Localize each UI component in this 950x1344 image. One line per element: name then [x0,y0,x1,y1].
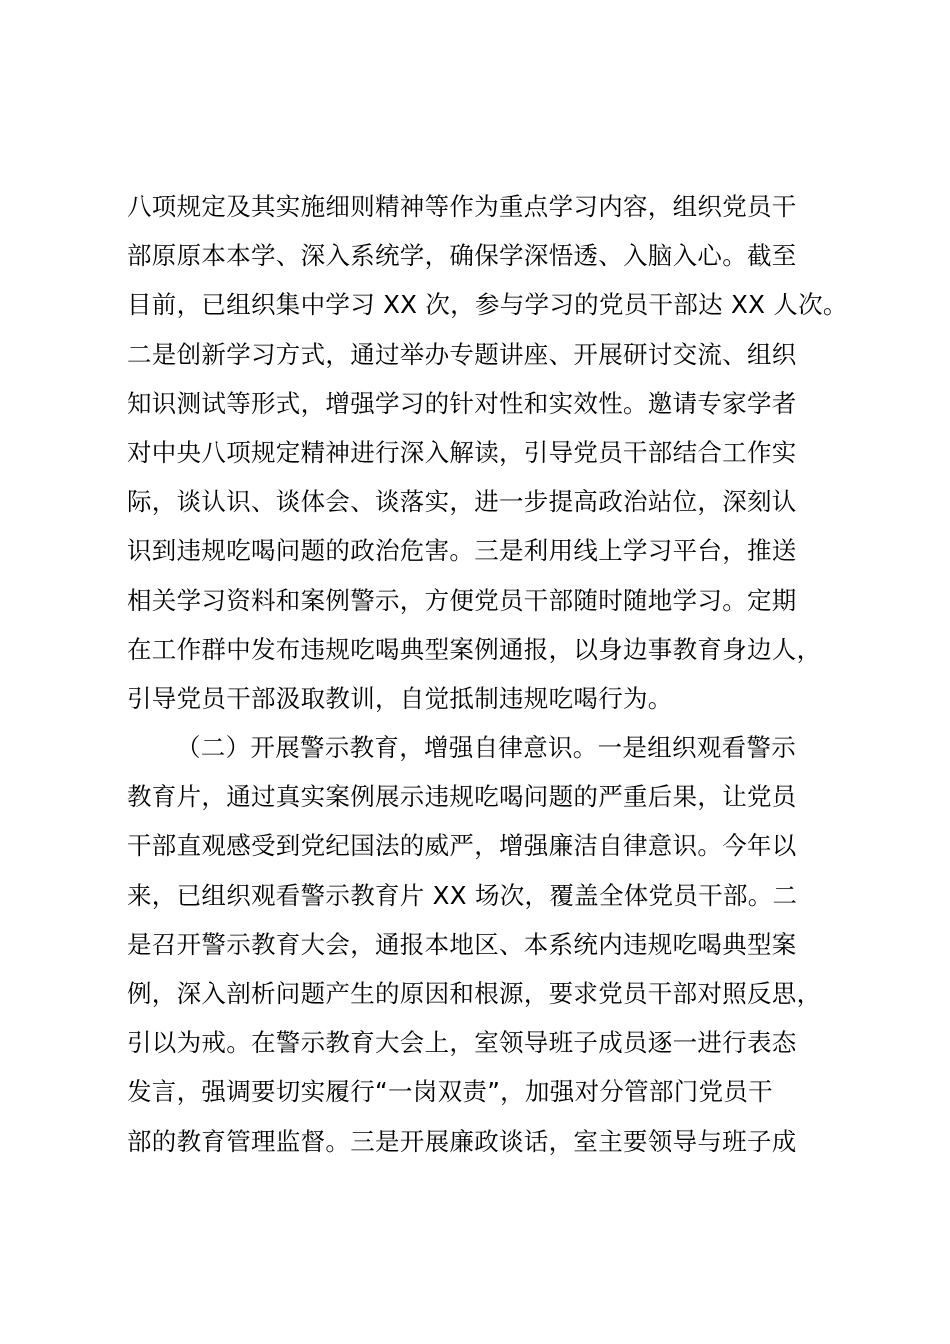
text-line: 例，深入剖析问题产生的原因和根源，要求党员干部对照反思， [127,979,822,1008]
text-line: 在工作群中发布违规吃喝典型案例通报，以身边事教育身边人， [127,634,822,664]
text-line: 引导党员干部汲取教训，自觉抵制违规吃喝行为。 [127,683,673,713]
text-line: 引以为戒。在警示教育大会上，室领导班子成员逐一进行表态 [127,1028,797,1058]
text-line: 发言，强调要切实履行“一岗双责”，加强对分管部门党员干 [127,1077,773,1107]
text-line: 干部直观感受到党纪国法的威严，增强廉洁自律意识。今年以 [127,831,797,861]
text-line: 部的教育管理监督。三是开展廉政谈话，室主要领导与班子成 [127,1126,797,1156]
text-line: 识到违规吃喝问题的政治危害。三是利用线上学习平台，推送 [127,536,797,566]
text-line: 目前，已组织集中学习 XX 次，参与学习的党员干部达 XX 人次。 [127,290,848,320]
text-line: 知识测试等形式，增强学习的针对性和实效性。邀请专家学者 [127,388,797,418]
text-line: 二是创新学习方式，通过举办专题讲座、开展研讨交流、组织 [127,339,797,369]
text-line: 教育片，通过真实案例展示违规吃喝问题的严重后果，让党员 [127,782,797,812]
text-line: （二）开展警示教育，增强自律意识。一是组织观看警示 [176,733,796,763]
text-line: 来，已组织观看警示教育片 XX 场次，覆盖全体党员干部。二 [127,880,798,910]
text-line: 对中央八项规定精神进行深入解读，引导党员干部结合工作实 [127,437,797,467]
text-line: 际，谈认识、谈体会、谈落实，进一步提高政治站位，深刻认 [127,487,797,517]
body-text [127,182,857,1166]
text-line: 部原原本本学、深入系统学，确保学深悟透、入脑入心。截至 [127,241,797,271]
text-line: 相关学习资料和案例警示，方便党员干部随时随地学习。定期 [127,585,797,615]
text-line: 八项规定及其实施细则精神等作为重点学习内容，组织党员干 [127,192,797,221]
text-line: 是召开警示教育大会，通报本地区、本系统内违规吃喝典型案 [127,929,797,959]
